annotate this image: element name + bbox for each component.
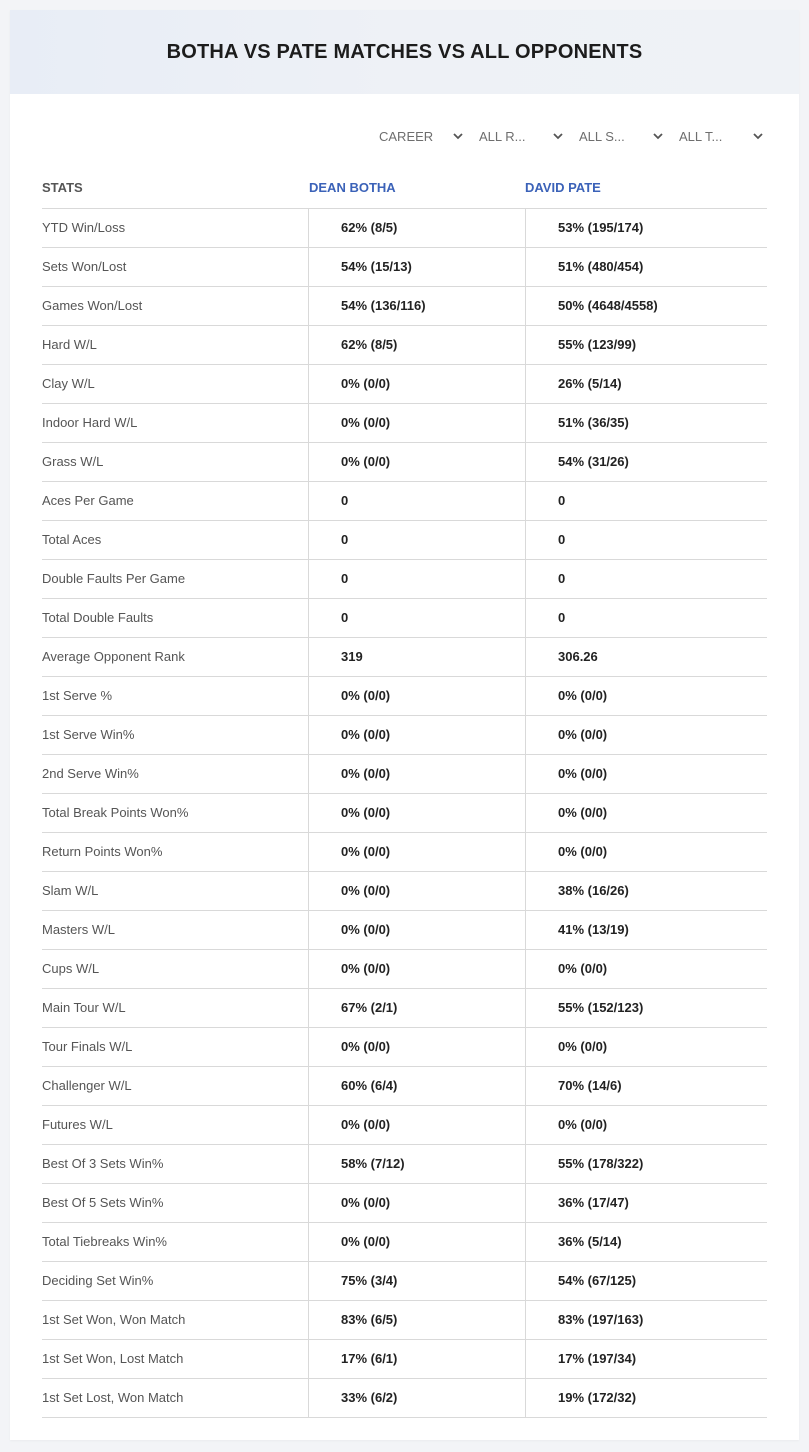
player1-value: 67% (2/1) bbox=[308, 989, 525, 1027]
table-row bbox=[42, 404, 767, 443]
player2-value: 83% (197/163) bbox=[525, 1301, 767, 1339]
stat-label: Double Faults Per Game bbox=[42, 571, 186, 586]
table-row bbox=[42, 989, 767, 1028]
player2-value: 36% (5/14) bbox=[525, 1223, 767, 1261]
player2-value: 0% (0/0) bbox=[525, 677, 767, 715]
stat-label: 2nd Serve Win% bbox=[42, 766, 139, 781]
stat-label: Games Won/Lost bbox=[42, 298, 143, 313]
player1-value: 0 bbox=[308, 521, 525, 559]
stat-label: Deciding Set Win% bbox=[42, 1273, 154, 1288]
player2-value: 36% (17/47) bbox=[525, 1184, 767, 1222]
stat-label: 1st Set Won, Lost Match bbox=[42, 1351, 184, 1366]
player2-value: 306.26 bbox=[525, 638, 767, 676]
player1-column-header[interactable]: DEAN BOTHA bbox=[309, 180, 396, 195]
player2-value: 0 bbox=[525, 521, 767, 559]
chevron-down-icon bbox=[551, 129, 565, 143]
player1-value: 319 bbox=[308, 638, 525, 676]
table-row bbox=[42, 248, 767, 287]
stat-label: Hard W/L bbox=[42, 337, 97, 352]
stat-label: Indoor Hard W/L bbox=[42, 415, 138, 430]
player2-value: 54% (31/26) bbox=[525, 443, 767, 481]
player2-value: 0% (0/0) bbox=[525, 755, 767, 793]
player2-value: 51% (36/35) bbox=[525, 404, 767, 442]
stat-label: Best Of 3 Sets Win% bbox=[42, 1156, 164, 1171]
table-row bbox=[42, 638, 767, 677]
chevron-down-icon bbox=[751, 129, 765, 143]
player2-value: 0% (0/0) bbox=[525, 833, 767, 871]
stat-label: 1st Serve % bbox=[42, 688, 113, 703]
table-row bbox=[42, 287, 767, 326]
stat-label: Total Aces bbox=[42, 532, 102, 547]
stats-column-header: STATS bbox=[42, 180, 83, 195]
table-row bbox=[42, 1184, 767, 1223]
player2-value: 54% (67/125) bbox=[525, 1262, 767, 1300]
player1-value: 75% (3/4) bbox=[308, 1262, 525, 1300]
player2-value: 53% (195/174) bbox=[525, 209, 767, 247]
player1-value: 60% (6/4) bbox=[308, 1067, 525, 1105]
table-row bbox=[42, 1340, 767, 1379]
player2-value: 17% (197/34) bbox=[525, 1340, 767, 1378]
player1-value: 58% (7/12) bbox=[308, 1145, 525, 1183]
player2-value: 0 bbox=[525, 482, 767, 520]
stat-label: Masters W/L bbox=[42, 922, 115, 937]
player1-value: 33% (6/2) bbox=[308, 1379, 525, 1417]
table-row bbox=[42, 716, 767, 755]
player1-value: 54% (15/13) bbox=[308, 248, 525, 286]
player2-value: 0 bbox=[525, 560, 767, 598]
table-row bbox=[42, 794, 767, 833]
stat-label: Total Break Points Won% bbox=[42, 805, 189, 820]
stat-label: Return Points Won% bbox=[42, 844, 163, 859]
stat-label: Slam W/L bbox=[42, 883, 99, 898]
player1-value: 0% (0/0) bbox=[308, 1184, 525, 1222]
table-row bbox=[42, 365, 767, 404]
table-row bbox=[42, 755, 767, 794]
table-row bbox=[42, 1262, 767, 1301]
stat-label: Main Tour W/L bbox=[42, 1000, 126, 1015]
player1-value: 83% (6/5) bbox=[308, 1301, 525, 1339]
page-title: BOTHA VS PATE MATCHES VS ALL OPPONENTS bbox=[166, 40, 643, 63]
filter-bar bbox=[365, 126, 765, 146]
player2-value: 0% (0/0) bbox=[525, 1106, 767, 1144]
player1-value: 0% (0/0) bbox=[308, 1106, 525, 1144]
player1-value: 0 bbox=[308, 560, 525, 598]
player1-value: 0% (0/0) bbox=[308, 1223, 525, 1261]
stat-label: Sets Won/Lost bbox=[42, 259, 127, 274]
table-row bbox=[42, 326, 767, 365]
player1-value: 0% (0/0) bbox=[308, 677, 525, 715]
table-row bbox=[42, 1379, 767, 1418]
table-header bbox=[42, 170, 767, 208]
player1-value: 0% (0/0) bbox=[308, 911, 525, 949]
player2-value: 0% (0/0) bbox=[525, 950, 767, 988]
player1-value: 0% (0/0) bbox=[308, 950, 525, 988]
player2-value: 55% (123/99) bbox=[525, 326, 767, 364]
player2-value: 0% (0/0) bbox=[525, 1028, 767, 1066]
player2-value: 70% (14/6) bbox=[525, 1067, 767, 1105]
player1-value: 62% (8/5) bbox=[308, 209, 525, 247]
table-row bbox=[42, 1028, 767, 1067]
filter-tournament-dropdown[interactable] bbox=[665, 126, 765, 146]
table-row bbox=[42, 1301, 767, 1340]
table-row bbox=[42, 521, 767, 560]
stat-label: Total Tiebreaks Win% bbox=[42, 1234, 167, 1249]
filter-round-dropdown[interactable] bbox=[465, 126, 565, 146]
stat-label: Futures W/L bbox=[42, 1117, 113, 1132]
player1-value: 0% (0/0) bbox=[308, 1028, 525, 1066]
player2-value: 41% (13/19) bbox=[525, 911, 767, 949]
stat-label: Aces Per Game bbox=[42, 493, 134, 508]
player1-value: 0% (0/0) bbox=[308, 833, 525, 871]
filter-label: ALL R... bbox=[479, 128, 526, 144]
table-row bbox=[42, 443, 767, 482]
player1-value: 0% (0/0) bbox=[308, 365, 525, 403]
table-row bbox=[42, 482, 767, 521]
stat-label: 1st Set Won, Won Match bbox=[42, 1312, 186, 1327]
table-row bbox=[42, 209, 767, 248]
table-row bbox=[42, 872, 767, 911]
filter-label: CAREER bbox=[379, 128, 434, 144]
filter-label: ALL S... bbox=[579, 128, 625, 144]
player2-column-header[interactable]: DAVID PATE bbox=[525, 180, 601, 195]
player2-value: 0 bbox=[525, 599, 767, 637]
player1-value: 62% (8/5) bbox=[308, 326, 525, 364]
stats-card bbox=[10, 10, 799, 1440]
player1-value: 0% (0/0) bbox=[308, 443, 525, 481]
player2-value: 0% (0/0) bbox=[525, 794, 767, 832]
player2-value: 38% (16/26) bbox=[525, 872, 767, 910]
filter-period-dropdown[interactable] bbox=[365, 126, 465, 146]
stat-label: Best Of 5 Sets Win% bbox=[42, 1195, 164, 1210]
player1-value: 17% (6/1) bbox=[308, 1340, 525, 1378]
player1-value: 0 bbox=[308, 599, 525, 637]
table-row bbox=[42, 911, 767, 950]
stat-label: 1st Serve Win% bbox=[42, 727, 135, 742]
player1-value: 0% (0/0) bbox=[308, 794, 525, 832]
stat-label: Clay W/L bbox=[42, 376, 95, 391]
table-row bbox=[42, 950, 767, 989]
table-row bbox=[42, 833, 767, 872]
stat-label: Total Double Faults bbox=[42, 610, 154, 625]
player2-value: 50% (4648/4558) bbox=[525, 287, 767, 325]
filter-label: ALL T... bbox=[679, 128, 723, 144]
table-row bbox=[42, 1067, 767, 1106]
player2-value: 0% (0/0) bbox=[525, 716, 767, 754]
table-row bbox=[42, 1223, 767, 1262]
player2-value: 19% (172/32) bbox=[525, 1379, 767, 1417]
stat-label: Challenger W/L bbox=[42, 1078, 132, 1093]
stats-table bbox=[42, 208, 767, 1418]
player2-value: 51% (480/454) bbox=[525, 248, 767, 286]
player1-value: 0% (0/0) bbox=[308, 755, 525, 793]
table-row bbox=[42, 560, 767, 599]
player2-value: 55% (152/123) bbox=[525, 989, 767, 1027]
player1-value: 54% (136/116) bbox=[308, 287, 525, 325]
player1-value: 0% (0/0) bbox=[308, 872, 525, 910]
stat-label: Cups W/L bbox=[42, 961, 100, 976]
chevron-down-icon bbox=[651, 129, 665, 143]
table-row bbox=[42, 677, 767, 716]
chevron-down-icon bbox=[451, 129, 465, 143]
stat-label: Grass W/L bbox=[42, 454, 104, 469]
stat-label: YTD Win/Loss bbox=[42, 220, 126, 235]
card-header bbox=[10, 10, 799, 94]
table-row bbox=[42, 599, 767, 638]
stat-label: 1st Set Lost, Won Match bbox=[42, 1390, 184, 1405]
table-row bbox=[42, 1106, 767, 1145]
filter-surface-dropdown[interactable] bbox=[565, 126, 665, 146]
player1-value: 0% (0/0) bbox=[308, 404, 525, 442]
player1-value: 0 bbox=[308, 482, 525, 520]
stat-label: Tour Finals W/L bbox=[42, 1039, 133, 1054]
player1-value: 0% (0/0) bbox=[308, 716, 525, 754]
player2-value: 55% (178/322) bbox=[525, 1145, 767, 1183]
table-row bbox=[42, 1145, 767, 1184]
stat-label: Average Opponent Rank bbox=[42, 649, 185, 664]
player2-value: 26% (5/14) bbox=[525, 365, 767, 403]
